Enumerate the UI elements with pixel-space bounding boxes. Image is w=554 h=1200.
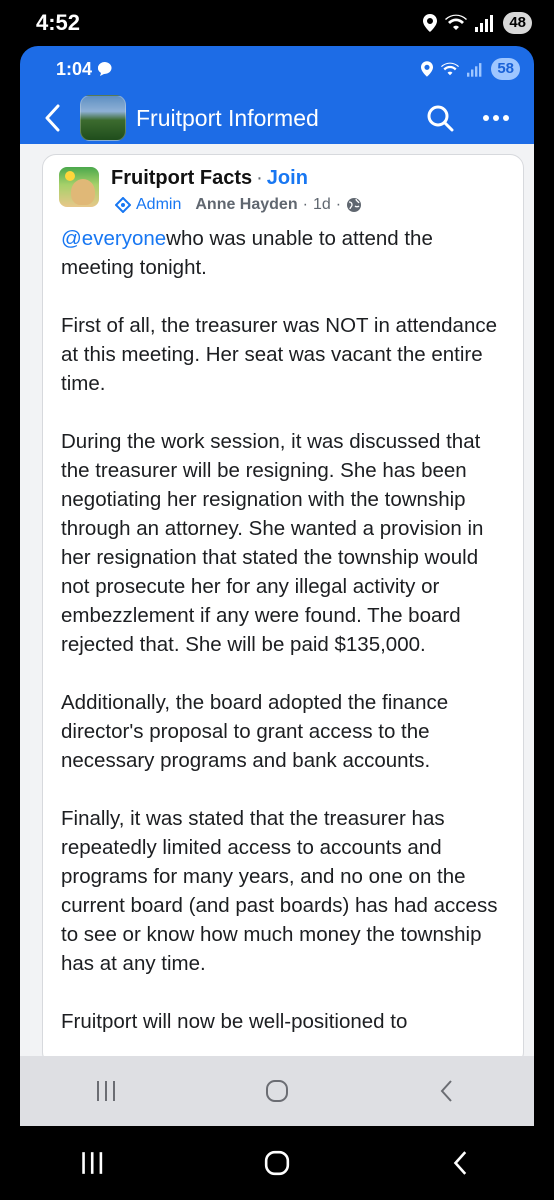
group-title[interactable]: Fruitport Informed (136, 104, 319, 131)
admin-badge (115, 196, 181, 214)
search-icon (426, 104, 454, 132)
author-name-link[interactable]: Anne Hayden (195, 196, 298, 213)
post-time[interactable]: 1d (312, 196, 331, 213)
recent-apps-icon[interactable] (94, 1079, 118, 1103)
location-icon (421, 61, 433, 77)
inner-status-icons (421, 58, 520, 80)
outer-status-icons (423, 12, 532, 34)
outer-status-bar (0, 0, 554, 46)
avatar-sun-shape (65, 171, 75, 181)
separator-dot: · (302, 196, 308, 213)
more-options-button[interactable] (468, 114, 524, 122)
shield-icon (115, 197, 131, 213)
separator-dot: · (335, 196, 342, 213)
separator-dot: · (256, 167, 263, 189)
post-paragraph-text: who was unable to attend the meeting tonight. (61, 227, 433, 279)
outer-clock: 4:52 (36, 10, 81, 35)
location-icon (423, 14, 437, 32)
outer-navigation-bar (0, 1126, 554, 1200)
signal-icon (467, 62, 483, 77)
post-paragraph (61, 224, 503, 282)
recent-apps-icon[interactable] (79, 1150, 105, 1176)
signal-icon (475, 14, 495, 32)
inner-navigation-bar (20, 1056, 534, 1126)
post-header-text (111, 167, 362, 214)
admin-badge-label: Admin (136, 196, 182, 213)
avatar-dog-shape (71, 179, 95, 205)
page-avatar[interactable] (59, 167, 99, 207)
post-header (43, 155, 523, 214)
post-card (42, 154, 524, 1066)
post-paragraph: Fruitport will now be well-positioned to (61, 1010, 408, 1033)
battery-indicator: 48 (503, 12, 532, 34)
join-button[interactable]: Join (266, 167, 308, 189)
battery-indicator: 58 (491, 58, 520, 80)
wifi-icon (445, 14, 467, 32)
globe-icon (346, 197, 362, 213)
post-paragraph: First of all, the treasurer was NOT in attendance at this meeting. Her seat was vacant the entire time. (61, 314, 498, 395)
chat-bubble-icon (98, 62, 112, 76)
app-screenshot (20, 46, 534, 1126)
post-body (43, 214, 523, 1036)
app-bar (20, 92, 534, 144)
search-button[interactable] (412, 104, 468, 132)
post-paragraph: During the work session, it was discussed that the treasurer will be resigning. She has been negotiating her resignation with the township through an attorney. She wanted a provision in her resignation that stated the township would not prosecute her for any illegal activity or embezzlement if any were found. The board rejected that. She will be paid $135,000. (61, 430, 484, 656)
back-button[interactable] (34, 104, 70, 132)
post-meta-line (111, 196, 362, 214)
feed-area (20, 144, 534, 1056)
inner-clock (56, 59, 112, 80)
more-icon (482, 114, 510, 122)
wifi-icon (441, 62, 459, 77)
home-icon[interactable] (265, 1079, 289, 1103)
post-paragraph: Finally, it was stated that the treasurer has repeatedly limited access to accounts and programs for many years, and no one on the current board (and past boards) has had access to see or know how much money the township has at any time. (61, 807, 498, 975)
inner-status-bar (20, 46, 534, 92)
group-cover-thumbnail[interactable] (80, 95, 126, 141)
home-icon[interactable] (264, 1150, 290, 1176)
back-icon[interactable] (449, 1150, 475, 1176)
back-icon[interactable] (436, 1079, 460, 1103)
mention-link[interactable]: @everyone (61, 227, 167, 250)
post-title-line (111, 167, 362, 190)
post-paragraph: Additionally, the board adopted the finance director's proposal to grant access to the necessary programs and bank accounts. (61, 691, 449, 772)
back-arrow-icon (44, 104, 60, 132)
page-name-link[interactable]: Fruitport Facts (111, 167, 253, 189)
inner-clock-text: 1:04 (56, 58, 93, 79)
